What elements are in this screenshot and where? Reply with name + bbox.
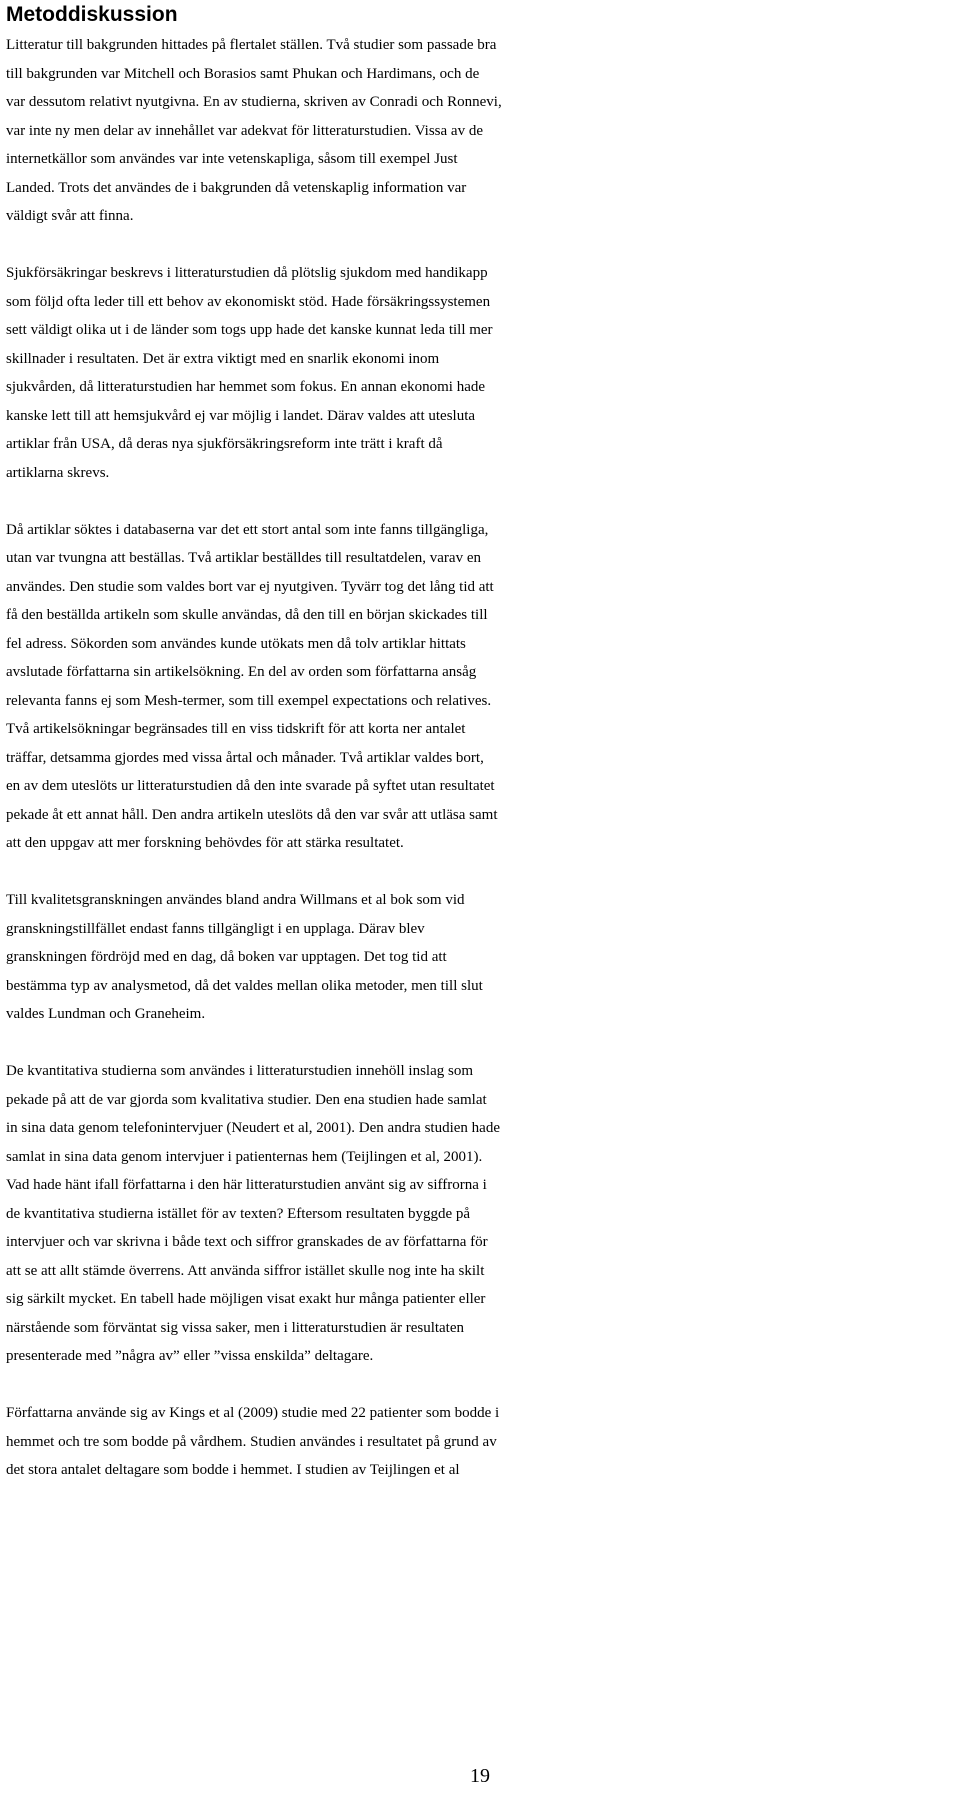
text-line: träffar, detsamma gjordes med vissa årtal och månader. Två artiklar valdes bort, <box>6 749 484 766</box>
text-line: kanske lett till att hemsjukvård ej var möjlig i landet. Därav valdes att utesluta <box>6 407 476 424</box>
text-line: sjukvården, då litteraturstudien har hemmet som fokus. En annan ekonomi hade <box>6 379 486 395</box>
text-line: Landed. Trots det användes de i bakgrunden då vetenskaplig information var <box>6 179 467 196</box>
text-line: De kvantitativa studierna som användes i litteraturstudien innehöll inslag som <box>6 1063 473 1079</box>
text-line: väldigt svår att finna. <box>6 208 134 224</box>
text-line: närstående som förväntat sig vissa saker, men i litteraturstudien är resultaten <box>6 1319 465 1336</box>
paragraph <box>6 1399 954 1485</box>
paragraph <box>6 259 954 487</box>
text-line: användes. Den studie som valdes bort var ej nyutgiven. Tyvärr tog det lång tid att <box>6 578 494 595</box>
text-line: att se att allt stämde överrens. Att använda siffror istället skulle nog inte ha skilt <box>6 1262 485 1279</box>
text-line: Då artiklar söktes i databaserna var det ett stort antal som inte fanns tillgängliga, <box>6 521 489 538</box>
text-line: relevanta fanns ej som Mesh-termer, som till exempel expectations och relatives. <box>6 692 492 709</box>
text-line: in sina data genom telefonintervjuer (Neudert et al, 2001). Den andra studien hade <box>6 1120 500 1136</box>
paragraph <box>6 516 954 858</box>
text-line: de kvantitativa studierna istället för av texten? Eftersom resultaten byggde på <box>6 1205 471 1222</box>
text-line: att den uppgav att mer forskning behövdes för att stärka resultatet. <box>6 835 404 851</box>
text-line: valdes Lundman och Graneheim. <box>6 1006 206 1022</box>
text-line: Till kvalitetsgranskningen användes bland andra Willmans et al bok som vid <box>6 892 465 908</box>
text-line: sett väldigt olika ut i de länder som togs upp hade det kanske kunnat leda till mer <box>6 322 493 338</box>
text-line: skillnader i resultaten. Det är extra viktigt med en snarlik ekonomi inom <box>6 350 440 367</box>
paragraph <box>6 31 954 231</box>
paragraph <box>6 1057 954 1371</box>
text-line: pekade på att de var gjorda som kvalitativa studier. Den ena studien hade samlat <box>6 1091 487 1108</box>
text-line: var dessutom relativt nyutgivna. En av studierna, skriven av Conradi och Ronnevi, <box>6 94 502 110</box>
text-line: det stora antalet deltagare som bodde i hemmet. I studien av Teijlingen et al <box>6 1462 460 1478</box>
text-line: granskningstillfället endast fanns tillgängligt i en upplaga. Därav blev <box>6 920 425 937</box>
text-line: en av dem uteslöts ur litteraturstudien då den inte svarade på syftet utan resultatet <box>6 778 495 794</box>
page-number: 19 <box>470 1765 490 1787</box>
text-line: få den beställda artikeln som skulle användas, då den till en början skickades till <box>6 607 488 623</box>
text-line: pekade åt ett annat håll. Den andra artikeln uteslöts då den var svår att utläsa samt <box>6 806 498 823</box>
paragraph <box>6 886 954 1029</box>
text-line: artiklar från USA, då deras nya sjukförsäkringsreform inte trätt i kraft då <box>6 436 443 452</box>
text-line: Författarna använde sig av Kings et al (2009) studie med 22 patienter som bodde i <box>6 1405 500 1421</box>
text-line: granskningen fördröjd med en dag, då boken var upptagen. Det tog tid att <box>6 949 447 965</box>
text-line: Litteratur till bakgrunden hittades på flertalet ställen. Två studier som passade bra <box>6 37 497 53</box>
text-line: artiklarna skrevs. <box>6 464 110 481</box>
text-line: bestämma typ av analysmetod, då det valdes mellan olika metoder, men till slut <box>6 977 483 994</box>
text-line: Sjukförsäkringar beskrevs i litteraturstudien då plötslig sjukdom med handikapp <box>6 265 488 281</box>
section-heading: Metoddiskussion <box>6 3 178 26</box>
text-line: Två artikelsökningar begränsades till en viss tidskrift för att korta ner antalet <box>6 721 466 737</box>
text-line: fel adress. Sökorden som användes kunde utökats men då tolv artiklar hittats <box>6 635 466 652</box>
text-line: samlat in sina data genom intervjuer i patienternas hem (Teijlingen et al, 2001). <box>6 1148 483 1165</box>
text-line: sig särkilt mycket. En tabell hade möjligen visat exakt hur många patienter eller <box>6 1291 486 1307</box>
body-text <box>6 31 954 1485</box>
text-line: var inte ny men delar av innehållet var adekvat för litteraturstudien. Vissa av de <box>6 122 483 139</box>
text-line: internetkällor som användes var inte vetenskapliga, såsom till exempel Just <box>6 151 458 167</box>
text-line: utan var tvungna att beställas. Två artiklar beställdes till resultatdelen, varav en <box>6 550 481 566</box>
text-line: Vad hade hänt ifall författarna i den här litteraturstudien använt sig av siffrorna i <box>6 1177 487 1193</box>
text-line: presenterade med ”några av” eller ”vissa enskilda” deltagare. <box>6 1348 374 1364</box>
document-page <box>6 0 954 1804</box>
text-line: avslutade författarna sin artikelsökning. En del av orden som författarna ansåg <box>6 664 477 680</box>
text-line: intervjuer och var skrivna i både text och siffror granskades de av författarna för <box>6 1234 488 1250</box>
text-line: hemmet och tre som bodde på vårdhem. Studien användes i resultatet på grund av <box>6 1433 497 1450</box>
text-line: till bakgrunden var Mitchell och Borasios samt Phukan och Hardimans, och de <box>6 65 480 82</box>
text-line: som följd ofta leder till ett behov av ekonomiskt stöd. Hade försäkringssystemen <box>6 293 491 310</box>
